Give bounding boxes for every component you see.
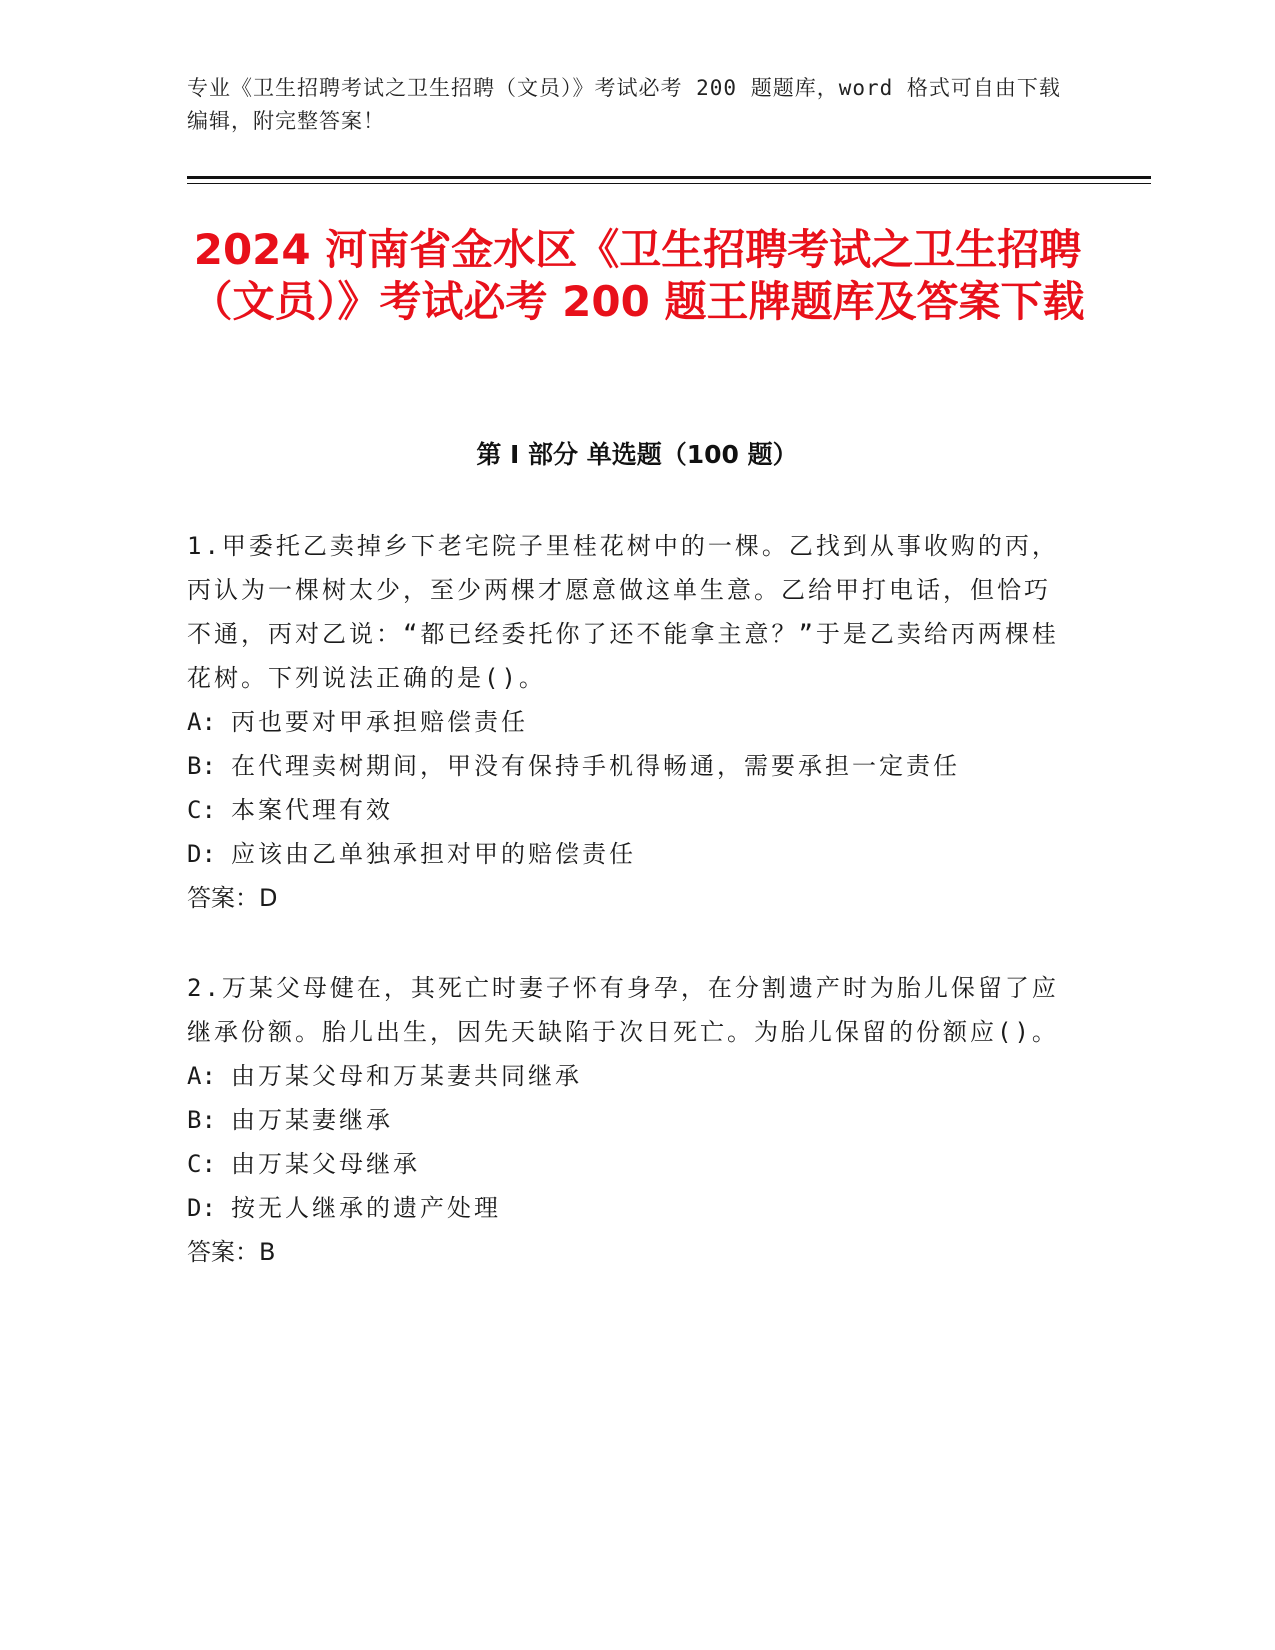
- option-text: 由万某父母继承: [231, 1150, 420, 1178]
- option-a: [187, 1054, 1067, 1098]
- option-key: C:: [187, 1150, 216, 1178]
- option-text: 在代理卖树期间，甲没有保持手机得畅通，需要承担一定责任: [231, 752, 960, 780]
- document-title: 2024 河南省金水区《卫生招聘考试之卫生招聘（文员）》考试必考 200 题王牌题库及答案下载: [190, 225, 1085, 326]
- option-text: 丙也要对甲承担赔偿责任: [231, 708, 528, 736]
- option-text: 按无人继承的遗产处理: [231, 1194, 501, 1222]
- option-key: D:: [187, 840, 216, 868]
- option-c: [187, 788, 1067, 832]
- question-stem: 1.甲委托乙卖掉乡下老宅院子里桂花树中的一棵。乙找到从事收购的丙，丙认为一棵树太少，至少两棵才愿意做这单生意。乙给甲打电话，但恰巧不通，丙对乙说：“都已经委托你了还不能拿主意？”于是乙卖给丙两棵桂花树。下列说法正确的是()。: [187, 532, 1059, 692]
- option-text: 本案代理有效: [231, 796, 393, 824]
- option-key: C:: [187, 796, 216, 824]
- option-text: 由万某妻继承: [231, 1106, 393, 1134]
- question-stem: 2.万某父母健在，其死亡时妻子怀有身孕，在分割遗产时为胎儿保留了应继承份额。胎儿出生，因先天缺陷于次日死亡。为胎儿保留的份额应()。: [187, 974, 1059, 1046]
- question-list: [187, 524, 1067, 1320]
- option-d: [187, 832, 1067, 876]
- question-1: [187, 524, 1067, 920]
- header-note: 专业《卫生招聘考试之卫生招聘（文员）》考试必考 200 题题库，word 格式可自由下载编辑，附完整答案！: [187, 76, 1061, 133]
- option-key: D:: [187, 1194, 216, 1222]
- option-c: [187, 1142, 1067, 1186]
- option-b: [187, 1098, 1067, 1142]
- option-key: B:: [187, 1106, 216, 1134]
- option-key: B:: [187, 752, 216, 780]
- header-divider-thick: [187, 176, 1151, 179]
- option-key: A:: [187, 1062, 216, 1090]
- option-d: [187, 1186, 1067, 1230]
- question-2: [187, 966, 1067, 1274]
- option-a: [187, 700, 1067, 744]
- option-text: 由万某父母和万某妻共同继承: [231, 1062, 582, 1090]
- header-divider-thin: [187, 183, 1151, 184]
- section-heading: 第 I 部分 单选题（100 题）: [476, 440, 798, 469]
- answer-label: 答案：B: [187, 1238, 276, 1266]
- option-b: [187, 744, 1067, 788]
- answer-label: 答案：D: [187, 884, 278, 912]
- option-text: 应该由乙单独承担对甲的赔偿责任: [231, 840, 636, 868]
- option-key: A:: [187, 708, 216, 736]
